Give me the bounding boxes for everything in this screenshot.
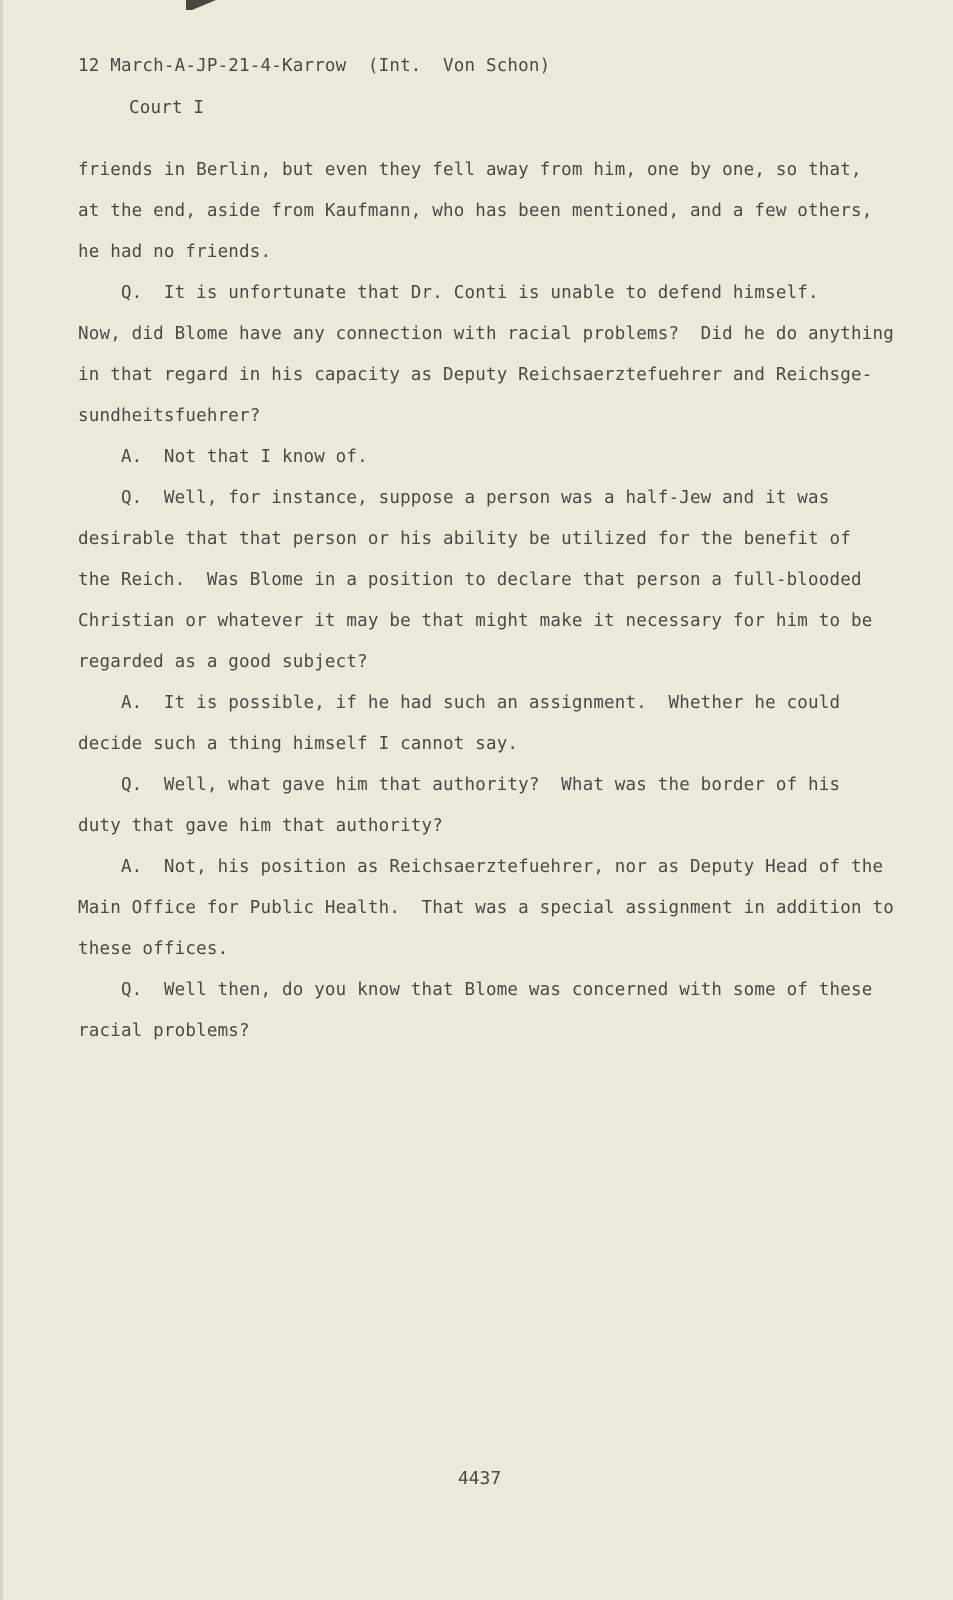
question-line: Q. Well then, do you know that Blome was concerned with some of these — [78, 980, 873, 1000]
text-line: Main Office for Public Health. That was a special assignment in addition to — [78, 898, 894, 918]
question-line: Q. Well, what gave him that authority? What was the border of his — [78, 775, 841, 795]
text-line: Now, did Blome have any connection with racial problems? Did he do anything — [78, 324, 894, 344]
question-line: Q. Well, for instance, suppose a person was a half-Jew and it was — [78, 488, 830, 508]
text-line: the Reich. Was Blome in a position to declare that person a full-blooded — [78, 570, 862, 590]
text-line: desirable that that person or his ability be utilized for the benefit of — [78, 529, 851, 549]
text-line: friends in Berlin, but even they fell away from him, one by one, so that, — [78, 160, 862, 180]
text-line: at the end, aside from Kaufmann, who has been mentioned, and a few others, — [78, 201, 873, 221]
question-line: Q. It is unfortunate that Dr. Conti is unable to defend himself. — [78, 283, 819, 303]
text-line: decide such a thing himself I cannot say. — [78, 734, 519, 754]
text-line: regarded as a good subject? — [78, 652, 368, 672]
document-header: 12 March-A-JP-21-4-Karrow (Int. Von Schon) — [78, 56, 551, 76]
answer-line: A. Not that I know of. — [78, 447, 368, 467]
page-number: 4437 — [457, 1468, 502, 1489]
text-line: sundheitsfuehrer? — [78, 406, 261, 426]
text-line: he had no friends. — [78, 242, 272, 262]
text-line: in that regard in his capacity as Deputy Reichsaerztefuehrer and Reichsge- — [78, 365, 873, 385]
binding-tab — [186, 0, 216, 10]
text-line: racial problems? — [78, 1021, 250, 1041]
court-label: Court I — [129, 98, 205, 118]
text-line: Christian or whatever it may be that might make it necessary for him to be — [78, 611, 873, 631]
text-line: these offices. — [78, 939, 229, 959]
text-line: duty that gave him that authority? — [78, 816, 444, 836]
answer-line: A. Not, his position as Reichsaerztefuehrer, nor as Deputy Head of the — [78, 857, 884, 877]
answer-line: A. It is possible, if he had such an assignment. Whether he could — [78, 693, 841, 713]
